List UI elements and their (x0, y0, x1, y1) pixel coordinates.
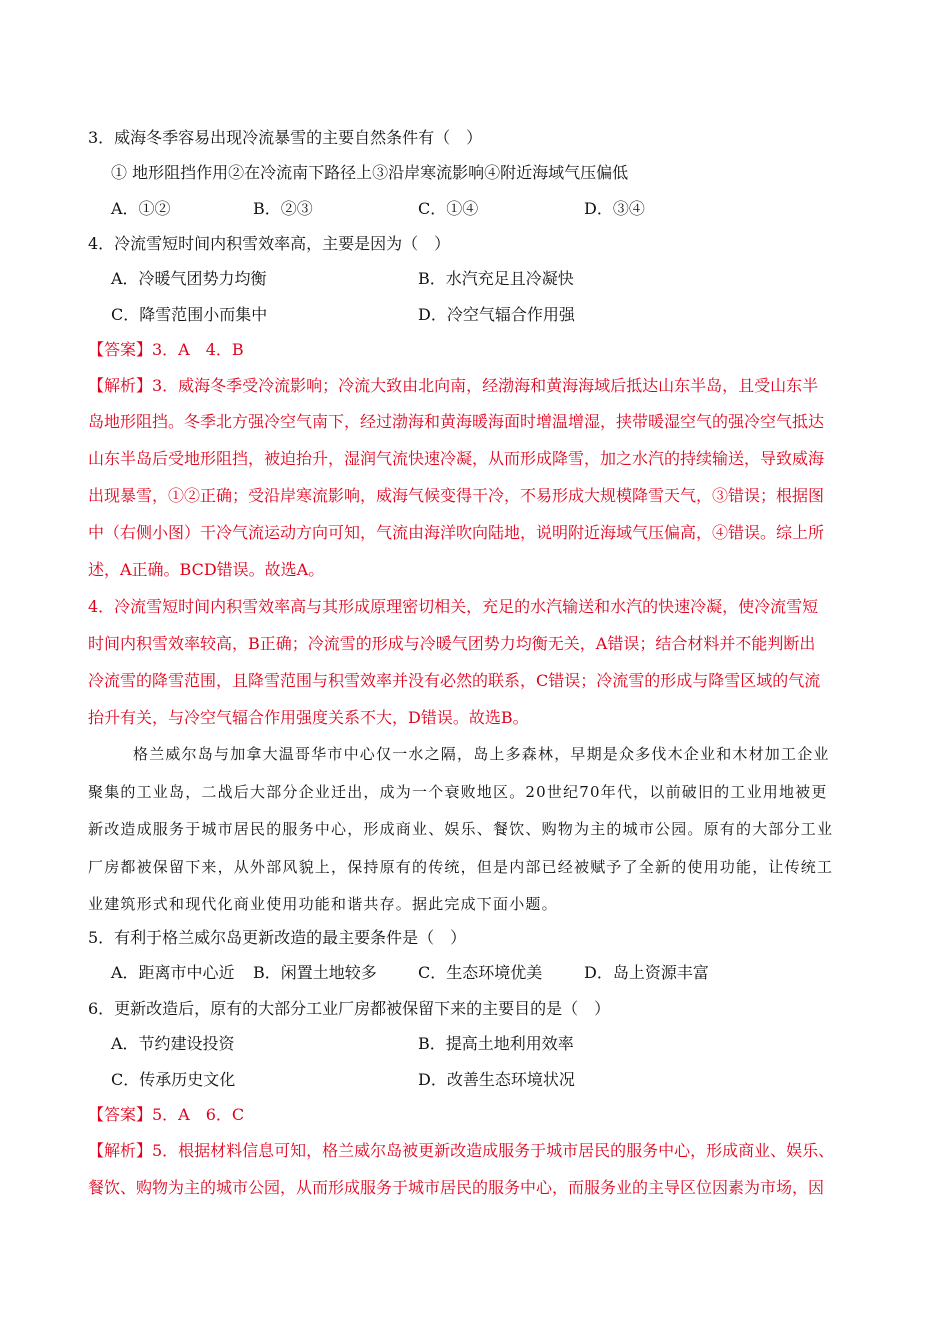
analysis-line: 冷流雪的降雪范围，且降雪范围与积雪效率并没有必然的联系，C错误；冷流雪的形成与降雪区域的气流 (88, 671, 821, 690)
analysis-line: 时间内积雪效率较高，B正确；冷流雪的形成与冷暖气团势力均衡无关，A错误；结合材料并不能判断出 (88, 634, 816, 653)
question-6-option-b: B．提高土地利用效率 (418, 1034, 574, 1053)
question-4-option-c: C．降雪范围小而集中 (111, 305, 268, 324)
analysis-line: 抬升有关，与冷空气辐合作用强度关系不大，D错误。故选B。 (88, 708, 529, 727)
question-4-option-b: B．水汽充足且冷凝快 (418, 269, 574, 288)
passage-line: 格兰威尔岛与加拿大温哥华市中心仅一水之隔，岛上多森林，早期是众多伐木企业和木材加工企业 (133, 745, 830, 763)
question-4-option-a: A．冷暖气团势力均衡 (111, 269, 267, 288)
passage-line: 新改造成服务于城市居民的服务中心，形成商业、娱乐、餐饮、购物为主的城市公园。原有的大部分工业 (88, 820, 834, 838)
question-6-option-d: D．改善生态环境状况 (418, 1070, 575, 1089)
analysis-line: 岛地形阻挡。冬季北方强冷空气南下，经过渤海和黄海暖海面时增温增湿，挟带暖湿空气的强冷空气抵达 (88, 412, 825, 431)
passage-line: 聚集的工业岛，二战后大部分企业迁出，成为一个衰败地区。20世纪70年代，以前破旧的工业用地被更 (88, 783, 828, 801)
question-3-option-d: D．③④ (584, 199, 645, 218)
question-4-stem: 4．冷流雪短时间内积雪效率高，主要是因为（ ） (88, 234, 451, 253)
analysis-line: 中（右侧小图）干冷气流运动方向可知，气流由海洋吹向陆地，说明附近海域气压偏高，④错误。综上所 (88, 523, 825, 542)
question-3-option-c: C．①④ (418, 199, 479, 218)
question-6-option-c: C．传承历史文化 (111, 1070, 236, 1089)
question-5-option-b: B．闲置土地较多 (253, 963, 377, 982)
question-6-option-a: A．节约建设投资 (111, 1034, 235, 1053)
analysis-line: 餐饮、购物为主的城市公园，从而形成服务于城市居民的服务中心，而服务业的主导区位因素为市场，因 (88, 1178, 825, 1197)
answer-5-6: 【答案】5．A 6．C (88, 1105, 245, 1124)
analysis-line: 【解析】5．根据材料信息可知，格兰威尔岛被更新改造成服务于城市居民的服务中心，形成商业、娱乐、 (88, 1141, 835, 1160)
question-3-items: ① 地形阻挡作用②在冷流南下路径上③沿岸寒流影响④附近海域气压偏低 (111, 163, 629, 182)
question-6-stem: 6．更新改造后，原有的大部分工业厂房都被保留下来的主要目的是（ ） (88, 999, 611, 1018)
analysis-line: 【解析】3．威海冬季受冷流影响；冷流大致由北向南，经渤海和黄海海域后抵达山东半岛，且受山东半 (88, 376, 819, 395)
question-3-option-a: A．①② (111, 199, 171, 218)
answer-3-4: 【答案】3．A 4．B (88, 340, 244, 359)
question-5-stem: 5．有利于格兰威尔岛更新改造的最主要条件是（ ） (88, 928, 467, 947)
analysis-line: 出现暴雪，①②正确；受沿岸寒流影响，威海气候变得干冷，不易形成大规模降雪天气，③错误；根据图 (88, 486, 825, 505)
analysis-line: 述，A正确。BCD错误。故选A。 (88, 560, 325, 579)
question-4-option-d: D．冷空气辐合作用强 (418, 305, 575, 324)
analysis-line: 4．冷流雪短时间内积雪效率高与其形成原理密切相关，充足的水汽输送和水汽的快速冷凝，使冷流雪短 (88, 597, 819, 616)
passage-line: 厂房都被保留下来，从外部风貌上，保持原有的传统，但是内部已经被赋予了全新的使用功能，让传统工 (88, 858, 834, 876)
analysis-line: 山东半岛后受地形阻挡，被迫抬升，湿润气流快速冷凝，从而形成降雪，加之水汽的持续输送，导致威海 (88, 449, 825, 468)
question-5-option-a: A．距离市中心近 (111, 963, 235, 982)
passage-line: 业建筑形式和现代化商业使用功能和谐共存。据此完成下面小题。 (88, 895, 558, 913)
question-3-option-b: B．②③ (253, 199, 313, 218)
question-5-option-c: C．生态环境优美 (418, 963, 543, 982)
question-5-option-d: D．岛上资源丰富 (584, 963, 709, 982)
question-3-stem: 3．威海冬季容易出现冷流暴雪的主要自然条件有（ ） (88, 128, 483, 147)
